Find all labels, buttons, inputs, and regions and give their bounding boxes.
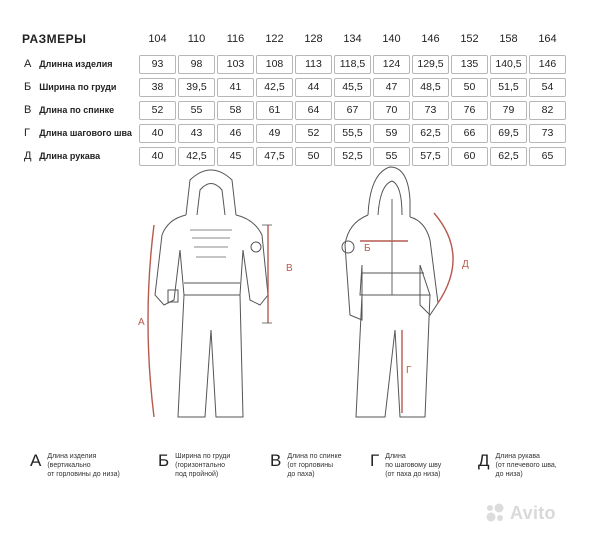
measure-label-d: Д — [462, 259, 469, 270]
legend-line: до низа) — [495, 471, 523, 478]
table-cell: 135 — [451, 55, 488, 74]
row-letter: А — [24, 58, 32, 70]
table-cell: 42,5 — [178, 147, 215, 166]
avito-watermark — [484, 502, 556, 524]
legend-line: по шаговому шву — [385, 462, 442, 469]
row-letter: Б — [24, 81, 32, 93]
size-header: 134 — [343, 33, 362, 45]
legend-line: под пройной) — [175, 471, 219, 478]
size-table — [20, 24, 568, 169]
table-cell: 40 — [139, 147, 176, 166]
measure-label-e: Г — [406, 365, 412, 376]
measurement-legend — [30, 452, 570, 492]
table-cell: 50 — [295, 147, 332, 166]
avito-dots-icon — [484, 502, 506, 524]
overall-illustration — [0, 155, 589, 455]
table-cell: 140,5 — [490, 55, 527, 74]
table-cell: 51,5 — [490, 78, 527, 97]
table-cell: 57,5 — [412, 147, 449, 166]
table-row — [20, 77, 568, 97]
watermark-text: Avito — [510, 502, 556, 523]
table-cell: 40 — [139, 124, 176, 143]
legend-line: (от плечевого шва, — [495, 462, 557, 469]
legend-letter: Б — [158, 451, 170, 470]
size-header: 104 — [148, 33, 167, 45]
table-cell: 39,5 — [178, 78, 215, 97]
legend-item — [270, 452, 342, 479]
table-row — [20, 54, 568, 74]
table-cell: 49 — [256, 124, 293, 143]
table-cell: 43 — [178, 124, 215, 143]
table-cell: 38 — [139, 78, 176, 97]
row-name: Ширина по груди — [39, 82, 117, 92]
legend-letter: В — [270, 451, 282, 470]
legend-line: Длина изделия — [47, 453, 97, 460]
table-cell: 108 — [256, 55, 293, 74]
table-cell: 58 — [217, 101, 254, 120]
legend-line: (горизонтально — [175, 462, 225, 469]
table-cell: 52,5 — [334, 147, 371, 166]
table-cell: 46 — [217, 124, 254, 143]
size-header-row — [20, 24, 568, 54]
legend-text — [287, 452, 341, 479]
size-header: 152 — [460, 33, 479, 45]
table-cell: 69,5 — [490, 124, 527, 143]
size-header: 164 — [538, 33, 557, 45]
table-cell: 93 — [139, 55, 176, 74]
table-cell: 52 — [295, 124, 332, 143]
measure-lines — [148, 213, 453, 417]
table-cell: 55 — [178, 101, 215, 120]
legend-item — [158, 452, 230, 479]
table-cell: 73 — [529, 124, 566, 143]
table-cell: 62,5 — [412, 124, 449, 143]
legend-letter: Д — [478, 451, 490, 470]
legend-line: до паха) — [287, 471, 315, 478]
legend-line: (от паха до низа) — [385, 471, 441, 478]
size-header: 122 — [265, 33, 284, 45]
table-cell: 79 — [490, 101, 527, 120]
table-cell: 67 — [334, 101, 371, 120]
table-cell: 124 — [373, 55, 410, 74]
legend-line: от горловины до низа) — [47, 471, 120, 478]
row-letter: Г — [24, 127, 30, 139]
table-cell: 45,5 — [334, 78, 371, 97]
table-cell: 62,5 — [490, 147, 527, 166]
legend-line: Ширина по груди — [175, 453, 231, 460]
legend-line: (вертикально — [47, 462, 91, 469]
legend-line: (от горловины — [287, 462, 334, 469]
table-row — [20, 100, 568, 120]
table-cell: 66 — [451, 124, 488, 143]
table-cell: 98 — [178, 55, 215, 74]
table-cell: 50 — [451, 78, 488, 97]
legend-item — [30, 452, 120, 479]
table-cell: 59 — [373, 124, 410, 143]
legend-text — [496, 452, 557, 479]
table-cell: 54 — [529, 78, 566, 97]
table-cell: 103 — [217, 55, 254, 74]
table-cell: 55 — [373, 147, 410, 166]
table-cell: 82 — [529, 101, 566, 120]
measure-label-c: Б — [364, 243, 371, 254]
row-letter: Д — [24, 150, 32, 162]
size-header: 146 — [421, 33, 440, 45]
legend-item — [478, 452, 557, 479]
table-cell: 76 — [451, 101, 488, 120]
table-cell: 70 — [373, 101, 410, 120]
table-cell: 61 — [256, 101, 293, 120]
legend-line: Длина — [385, 453, 406, 460]
table-cell: 55,5 — [334, 124, 371, 143]
table-cell: 146 — [529, 55, 566, 74]
legend-item — [370, 452, 441, 479]
table-cell: 41 — [217, 78, 254, 97]
row-letter: В — [24, 104, 32, 116]
legend-line: Длина по спинке — [287, 453, 342, 460]
table-cell: 118,5 — [334, 55, 371, 74]
table-cell: 73 — [412, 101, 449, 120]
table-cell: 129,5 — [412, 55, 449, 74]
size-header: 140 — [382, 33, 401, 45]
size-header: 110 — [187, 33, 206, 45]
table-cell: 42,5 — [256, 78, 293, 97]
legend-line: Длина рукава — [495, 453, 540, 460]
legend-letter: Г — [370, 451, 380, 470]
front-overall — [155, 170, 268, 417]
table-cell: 44 — [295, 78, 332, 97]
table-cell: 47 — [373, 78, 410, 97]
table-row — [20, 123, 568, 143]
size-header: 128 — [304, 33, 323, 45]
size-header: 158 — [499, 33, 518, 45]
table-cell: 52 — [139, 101, 176, 120]
table-cell: 64 — [295, 101, 332, 120]
legend-text — [47, 452, 120, 479]
measure-label-b: В — [286, 263, 293, 274]
table-cell: 47,5 — [256, 147, 293, 166]
table-title: РАЗМЕРЫ — [22, 32, 87, 46]
size-header: 116 — [226, 33, 245, 45]
table-cell: 48,5 — [412, 78, 449, 97]
side-overall — [342, 167, 438, 417]
row-name: Длинна изделия — [39, 59, 113, 69]
measure-label-a: А — [138, 317, 145, 328]
legend-text — [385, 452, 441, 479]
overall-diagram — [0, 155, 589, 455]
table-cell: 65 — [529, 147, 566, 166]
table-cell: 45 — [217, 147, 254, 166]
table-cell: 60 — [451, 147, 488, 166]
row-name: Длина шагового шва — [39, 128, 132, 138]
legend-text — [175, 452, 230, 479]
table-cell: 113 — [295, 55, 332, 74]
row-name: Длина рукава — [39, 151, 101, 161]
legend-letter: А — [30, 451, 42, 470]
row-name: Длина по спинке — [39, 105, 115, 115]
